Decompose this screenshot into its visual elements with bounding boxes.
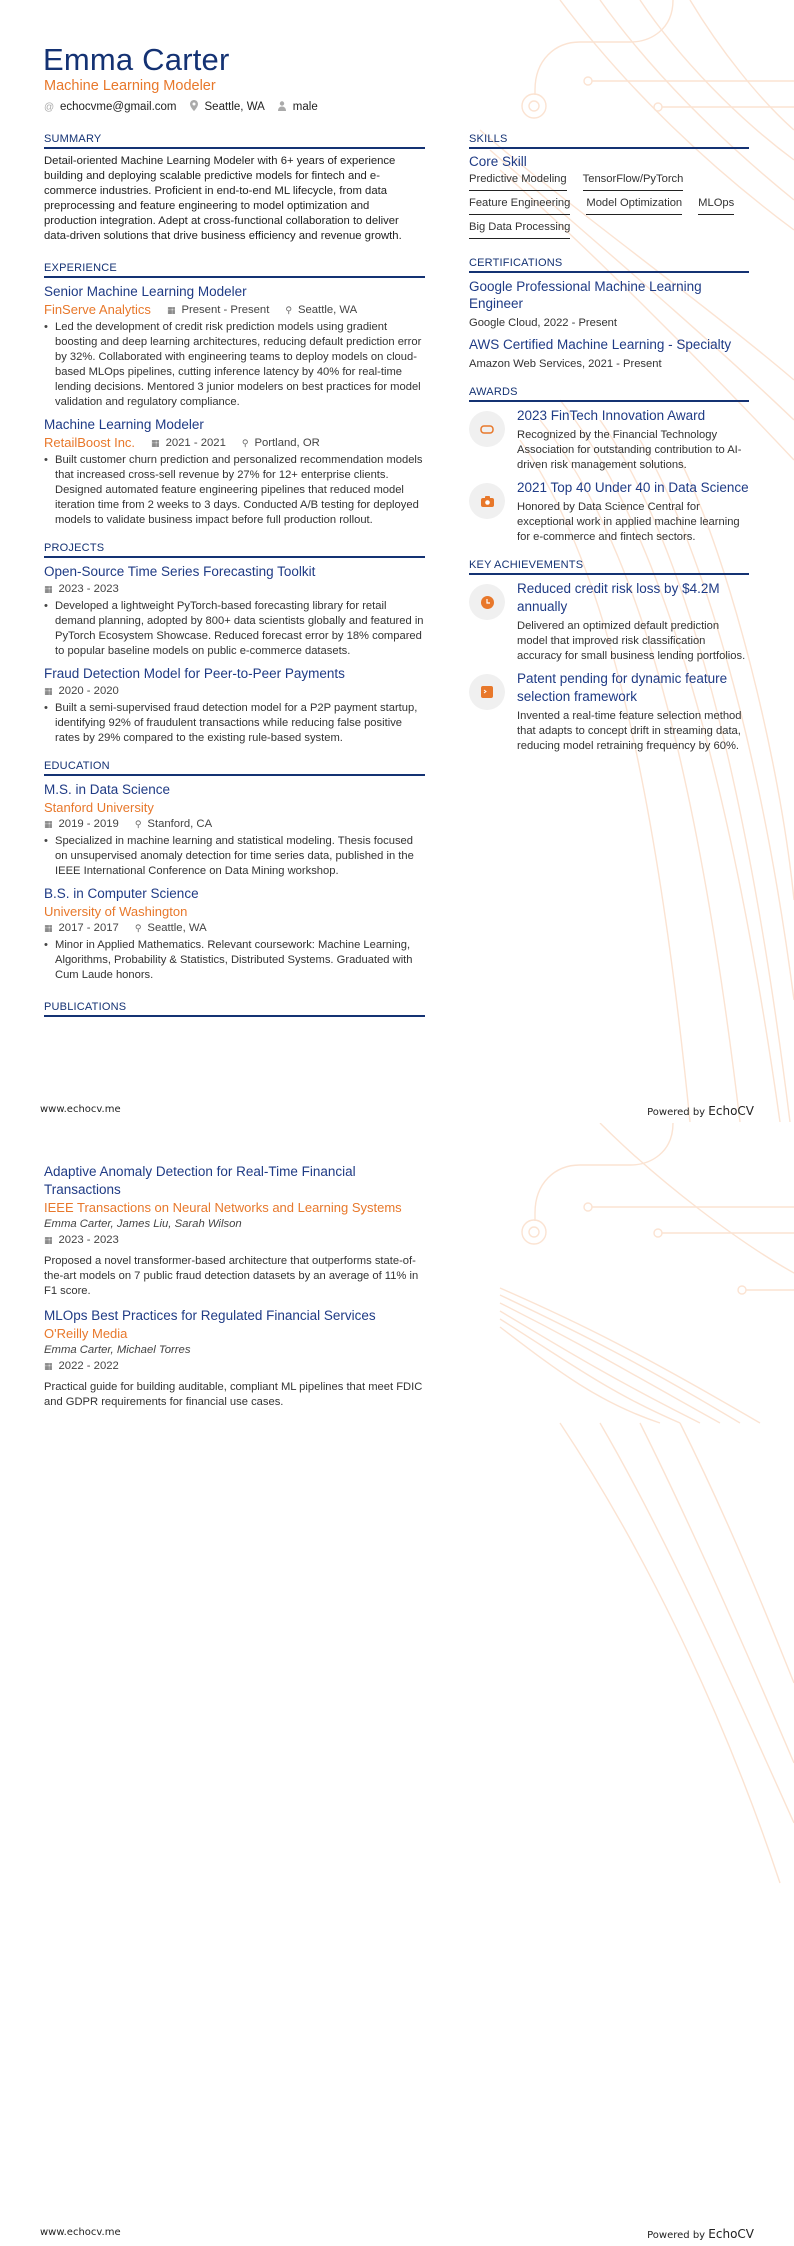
project-dates: 2023 - 2023 xyxy=(58,583,119,595)
resume-page-1 xyxy=(0,0,794,1122)
calendar-icon: ▦ xyxy=(44,584,53,594)
degree: M.S. in Data Science xyxy=(44,782,171,797)
school-name: Stanford University xyxy=(44,800,154,815)
camera-icon xyxy=(469,483,505,519)
publications-list xyxy=(44,1163,425,1416)
skill-tag: Big Data Processing xyxy=(469,221,570,239)
page-footer xyxy=(0,1104,794,1118)
brand-name: EchoCV xyxy=(708,1104,754,1118)
education-entry xyxy=(44,781,425,879)
degree: B.S. in Computer Science xyxy=(44,886,199,901)
calendar-icon: ▦ xyxy=(44,819,53,829)
resume-page-2 xyxy=(0,1123,794,2246)
terminal-icon xyxy=(469,674,505,710)
cert-title: Google Professional Machine Learning Engineer xyxy=(469,279,702,311)
achievement-title: Reduced credit risk loss by $4.2M annually xyxy=(517,581,720,614)
summary-section xyxy=(44,133,425,244)
achievement-entry xyxy=(469,580,749,664)
edu-description: • Specialized in machine learning and statistical modeling. Thesis focused on unsupervised anomaly detection for time series data, published in the IEEE International Conference on Data Mining workshop. xyxy=(44,834,425,879)
location-pin-icon xyxy=(189,100,199,114)
edu-dates: 2017 - 2017 xyxy=(58,922,119,934)
left-column xyxy=(44,133,425,1031)
section-heading: PROJECTS xyxy=(44,542,425,558)
skill-tag: TensorFlow/PyTorch xyxy=(583,173,684,191)
contact-info xyxy=(44,100,318,114)
award-description: Honored by Data Science Central for exceptional work in applied machine learning for e-commerce and fintech sectors. xyxy=(517,501,740,543)
section-heading: CERTIFICATIONS xyxy=(469,257,749,273)
calendar-icon: ▦ xyxy=(151,437,160,448)
publication-authors: Emma Carter, Michael Torres xyxy=(44,1344,191,1356)
contact-location xyxy=(189,100,265,114)
section-heading: PUBLICATIONS xyxy=(44,1001,425,1017)
cert-issuer: Amazon Web Services, 2021 - Present xyxy=(469,358,662,370)
achievement-entry xyxy=(469,670,749,754)
section-heading: KEY ACHIEVEMENTS xyxy=(469,559,749,575)
experience-section xyxy=(44,262,425,528)
job-location: Portland, OR xyxy=(254,436,320,449)
experience-entry xyxy=(44,416,425,528)
publication-title: MLOps Best Practices for Regulated Financial Services xyxy=(44,1308,376,1323)
skill-tag: Predictive Modeling xyxy=(469,173,567,191)
location-pin-icon: ⚲ xyxy=(285,304,292,315)
job-location: Seattle, WA xyxy=(297,303,358,316)
clock-icon xyxy=(469,584,505,620)
brand-name: EchoCV xyxy=(708,2227,754,2241)
school-name: University of Washington xyxy=(44,904,188,919)
calendar-icon: ▦ xyxy=(44,1235,53,1245)
awards-section xyxy=(469,386,749,545)
publication-dates: 2023 - 2023 xyxy=(58,1234,119,1246)
education-entry xyxy=(44,885,425,983)
powered-prefix: Powered by xyxy=(647,2230,706,2241)
edu-location: Stanford, CA xyxy=(147,818,213,830)
job-meta xyxy=(44,434,425,451)
project-entry xyxy=(44,563,425,659)
project-title: Fraud Detection Model for Peer-to-Peer Payments xyxy=(44,666,345,681)
section-heading: SKILLS xyxy=(469,133,749,149)
publication-authors: Emma Carter, James Liu, Sarah Wilson xyxy=(44,1218,242,1230)
job-dates: 2021 - 2021 xyxy=(165,436,226,449)
job-meta xyxy=(44,301,425,318)
location-pin-icon: ⚲ xyxy=(134,819,142,829)
right-column xyxy=(469,133,749,768)
calendar-icon: ▦ xyxy=(44,923,53,933)
candidate-role: Machine Learning Modeler xyxy=(44,78,216,94)
publication-venue: O'Reilly Media xyxy=(44,1326,128,1341)
edu-dates: 2019 - 2019 xyxy=(58,818,119,830)
publication-dates: 2022 - 2022 xyxy=(58,1360,119,1372)
company-name: FinServe Analytics xyxy=(44,302,151,317)
powered-prefix: Powered by xyxy=(647,1107,706,1118)
email-text: echocvme@gmail.com xyxy=(60,101,177,113)
skill-tag: Feature Engineering xyxy=(469,197,570,215)
page-footer xyxy=(0,2227,794,2241)
summary-text: Detail-oriented Machine Learning Modeler with 6+ years of experience building and deploying scalable predictive models for fintech and e-commerce industries. Proficient in end-to-end ML lifecycle, from data preprocessing and feature engineering to model optimization and production integration. Adept at cross-functional collaboration to deliver data-driven solutions that drive business efficiency and revenue growth. xyxy=(44,155,402,242)
footer-site-link[interactable]: www.echocv.me xyxy=(40,1104,121,1115)
project-entry xyxy=(44,665,425,746)
project-title: Open-Source Time Series Forecasting Toolkit xyxy=(44,564,316,579)
section-heading: EXPERIENCE xyxy=(44,262,425,278)
publication-entry xyxy=(44,1163,425,1299)
calendar-icon: ▦ xyxy=(44,1361,53,1371)
projects-section xyxy=(44,542,425,746)
job-title: Machine Learning Modeler xyxy=(44,417,204,432)
publication-description: Proposed a novel transformer-based architecture that outperforms state-of-the-art models on 7 public fraud detection datasets by an average of 11% in F1 score. xyxy=(44,1255,419,1297)
award-entry xyxy=(469,407,749,473)
company-name: RetailBoost Inc. xyxy=(44,435,136,450)
publication-title: Adaptive Anomaly Detection for Real-Time Financial Transactions xyxy=(44,1164,356,1197)
skill-list xyxy=(469,173,749,239)
skills-section xyxy=(469,133,749,239)
job-title: Senior Machine Learning Modeler xyxy=(44,284,247,299)
section-heading: AWARDS xyxy=(469,386,749,402)
award-title: 2023 FinTech Innovation Award xyxy=(517,408,706,423)
achievement-title: Patent pending for dynamic feature selection framework xyxy=(517,671,728,704)
location-text: Seattle, WA xyxy=(204,101,265,113)
achievement-description: Invented a real-time feature selection method that adapts to concept drift in streaming data, reducing model retraining frequency by 60%. xyxy=(517,710,742,752)
calendar-icon: ▦ xyxy=(166,304,176,315)
location-pin-icon: ⚲ xyxy=(134,923,142,933)
footer-site-link[interactable]: www.echocv.me xyxy=(40,2227,121,2238)
edu-location: Seattle, WA xyxy=(147,922,207,934)
certifications-section xyxy=(469,257,749,372)
person-icon xyxy=(277,101,287,114)
publication-venue: IEEE Transactions on Neural Networks and Learning Systems xyxy=(44,1200,402,1215)
education-section xyxy=(44,760,425,983)
experience-entry xyxy=(44,283,425,410)
job-description: • Led the development of credit risk prediction models using gradient boosting and deep learning architectures, reducing default prediction error by 32%. Collaborated with engineering teams to deploy models on cloud-based MLOps pipelines, cutting inference latency by 40% for real-time lending decisions. Mentored 3 junior modelers on best practices for model validation and regulatory compliance. xyxy=(44,320,425,410)
edu-description: • Minor in Applied Mathematics. Relevant coursework: Machine Learning, Algorithms, Probability & Statistics, Distributed Systems. Graduated with Cum Laude honors. xyxy=(44,938,425,983)
award-title: 2021 Top 40 Under 40 in Data Science xyxy=(517,480,749,495)
location-pin-icon: ⚲ xyxy=(241,437,249,448)
project-description: • Developed a lightweight PyTorch-based forecasting library for retail demand planning, adopted by 800+ data scientists globally and featured in PyTorch Ecosystem Showcase. Reduced forecast error by 18% compared to popular baseline models on public e-commerce datasets. xyxy=(44,599,425,659)
contact-gender xyxy=(277,101,318,114)
cert-issuer: Google Cloud, 2022 - Present xyxy=(469,317,618,329)
skill-tag: Model Optimization xyxy=(586,197,682,215)
at-icon: @ xyxy=(44,101,55,113)
contact-email[interactable] xyxy=(44,101,177,113)
project-dates: 2020 - 2020 xyxy=(58,685,119,697)
project-description: • Built a semi-supervised fraud detection model for a P2P payment startup, identifying 92% of fraudulent transactions while reducing false positive rates by 29% compared to the existing rule-based system. xyxy=(44,701,425,746)
publication-description: Practical guide for building auditable, compliant ML pipelines that meet FDIC and GDPR requirements for financial use cases. xyxy=(44,1381,423,1408)
skill-tag: MLOps xyxy=(698,197,734,215)
job-dates: Present - Present xyxy=(181,303,270,316)
cert-title: AWS Certified Machine Learning - Specialty xyxy=(469,337,732,352)
section-heading: EDUCATION xyxy=(44,760,425,776)
publication-entry xyxy=(44,1307,425,1410)
gender-text: male xyxy=(292,101,318,113)
footer-powered-by xyxy=(647,1104,754,1118)
skill-category: Core Skill xyxy=(469,154,527,169)
section-heading: SUMMARY xyxy=(44,133,425,149)
badge-icon xyxy=(469,411,505,447)
calendar-icon: ▦ xyxy=(44,686,53,696)
job-description: • Built customer churn prediction and personalized recommendation models that increased cross-sell revenue by 27% for 12+ enterprise clients. Designed automated feature engineering pipelines that reduced model iteration time from 2 weeks to 3 days. Conducted A/B testing for deployed models to validate business impact before full production rollout. xyxy=(44,453,425,528)
publications-section xyxy=(44,1001,425,1017)
candidate-name: Emma Carter xyxy=(43,42,230,77)
footer-powered-by xyxy=(647,2227,754,2241)
achievements-section xyxy=(469,559,749,754)
award-description: Recognized by the Financial Technology Association for outstanding contribution to AI-driven risk management solutions. xyxy=(517,429,742,471)
achievement-description: Delivered an optimized default prediction model that improved risk classification accuracy for small business lending portfolios. xyxy=(517,620,746,662)
award-entry xyxy=(469,479,749,545)
